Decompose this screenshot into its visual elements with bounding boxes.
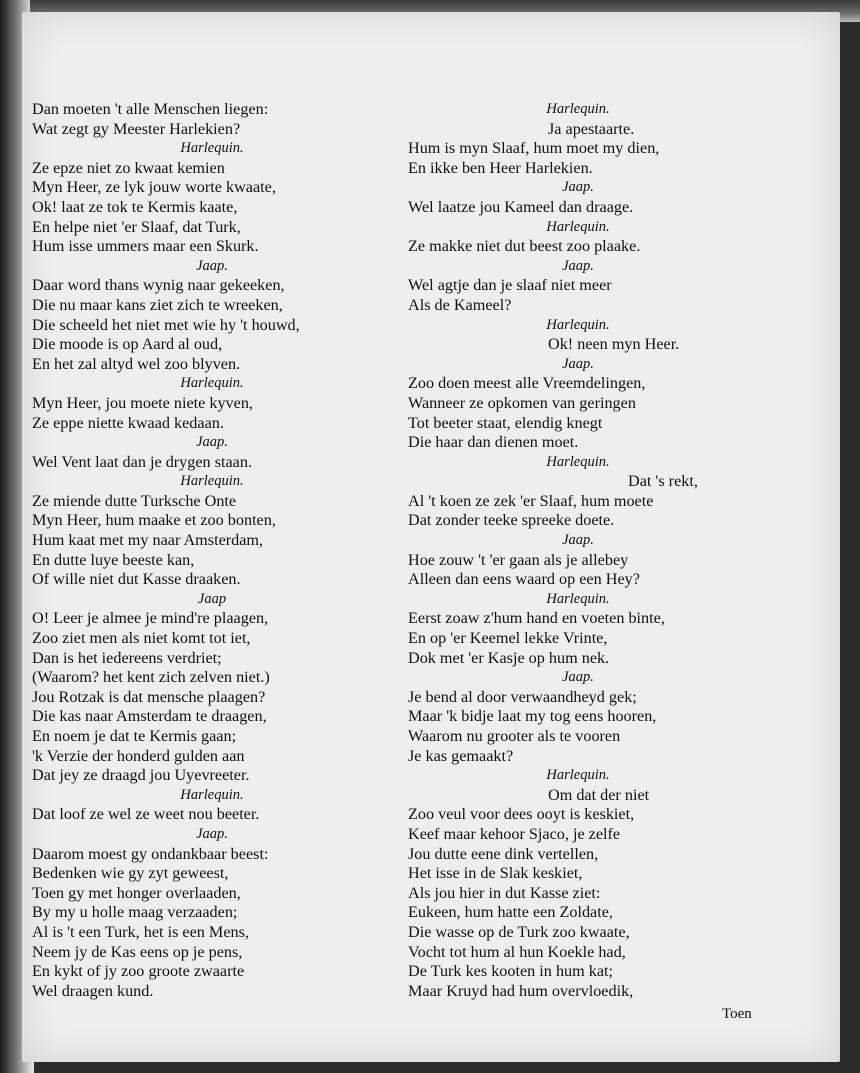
verse-line: Je kas gemaakt? xyxy=(408,746,514,765)
verse-line: Maar Kruyd had hum overvloedik, xyxy=(408,981,634,1000)
verse-line: Dok met 'er Kasje op hum nek. xyxy=(408,648,610,667)
verse-line: Dat zonder teeke spreeke doete. xyxy=(408,511,615,530)
verse-line: Hum isse ummers maar een Skurk. xyxy=(32,237,259,256)
verse-line: Myn Heer, ze lyk jouw worte kwaate, xyxy=(32,178,276,197)
left-column xyxy=(32,100,392,1001)
verse-line: Die nu maar kans ziet zich te wreeken, xyxy=(32,295,283,314)
verse-line: Het isse in de Slak keskiet, xyxy=(408,864,583,883)
catchword: Toen xyxy=(722,1006,752,1022)
verse-line: Ze miende dutte Turksche Onte xyxy=(32,491,237,510)
speaker-name: Harlequin. xyxy=(180,140,244,157)
verse-line: O! Leer je almee je mind're plaagen, xyxy=(32,609,269,628)
speaker-name: Jaap. xyxy=(196,434,228,451)
speaker-name: Harlequin. xyxy=(546,453,610,470)
verse-line: Myn Heer, jou moete niete kyven, xyxy=(32,393,253,412)
verse-line: Wel Vent laat dan je drygen staan. xyxy=(32,452,252,471)
verse-line: Dat 's rekt, xyxy=(628,472,698,491)
speaker-name: Harlequin. xyxy=(180,473,244,490)
book-page xyxy=(22,12,840,1062)
verse-line: Wel laatze jou Kameel dan draage. xyxy=(408,197,634,216)
verse-line: Die haar dan dienen moet. xyxy=(408,433,579,452)
verse-line: Dat loof ze wel ze weet nou beeter. xyxy=(32,805,260,824)
verse-line: Dan is het iedereens verdriet; xyxy=(32,648,222,667)
verse-line: Wanneer ze opkomen van geringen xyxy=(408,393,636,412)
verse-line: Die wasse op de Turk zoo kwaate, xyxy=(408,922,630,941)
speaker-name: Jaap. xyxy=(562,669,594,686)
verse-line: Ok! neen myn Heer. xyxy=(548,335,680,354)
verse-line: Hum kaat met my naar Amsterdam, xyxy=(32,531,264,550)
verse-line: Jou Rotzak is dat mensche plaagen? xyxy=(32,687,266,706)
verse-line: Die kas naar Amsterdam te draagen, xyxy=(32,707,267,726)
verse-line: En noem je dat te Kermis gaan; xyxy=(32,727,237,745)
speaker-name: Harlequin. xyxy=(546,101,610,117)
verse-line: Of wille niet dut Kasse draaken. xyxy=(32,570,241,589)
verse-line: Alleen dan eens waard op een Hey? xyxy=(408,570,640,589)
verse-line: Die scheeld het niet met wie hy 't houwd, xyxy=(32,315,300,334)
verse-line: Je bend al door verwaandheyd gek; xyxy=(408,687,637,706)
verse-line: Waarom nu grooter als te vooren xyxy=(408,727,621,745)
verse-line: Die moode is op Aard al oud, xyxy=(32,335,223,354)
verse-line: En dutte luye beeste kan, xyxy=(32,550,195,569)
speaker-name: Jaap. xyxy=(196,257,228,274)
verse-line: Eerst zoaw z'hum hand en voeten binte, xyxy=(408,609,665,628)
verse-line: Ze makke niet dut beest zoo plaake. xyxy=(408,237,641,256)
speaker-name: Harlequin. xyxy=(546,767,610,784)
verse-line: Ze epze niet zo kwaat kemien xyxy=(32,158,225,177)
verse-line: Ja apestaarte. xyxy=(548,119,635,138)
verse-line: Om dat der niet xyxy=(548,785,650,804)
verse-line: Zoo doen meest alle Vreemdelingen, xyxy=(408,374,646,393)
verse-line: Wat zegt gy Meester Harlekien? xyxy=(32,119,241,138)
speaker-name: Jaap xyxy=(197,590,227,607)
speaker-name: Harlequin. xyxy=(546,316,610,333)
verse-line: En ikke ben Heer Harlekien. xyxy=(408,158,593,177)
verse-line: En op 'er Keemel lekke Vrinte, xyxy=(408,629,608,648)
speaker-name: Jaap. xyxy=(562,355,594,372)
verse-line: Wel draagen kund. xyxy=(32,981,154,1000)
verse-line: Dan moeten 't alle Menschen liegen: xyxy=(32,100,269,118)
verse-line: Myn Heer, hum maake et zoo bonten, xyxy=(32,511,276,530)
verse-line: Zoo veul voor dees ooyt is keskiet, xyxy=(408,805,635,824)
verse-line: Keef maar kehoor Sjaco, je zelfe xyxy=(408,824,621,843)
verse-line: Bedenken wie gy zyt geweest, xyxy=(32,864,229,883)
verse-line: Vocht tot hum al hun Koekle had, xyxy=(408,942,626,961)
verse-line: Al 't koen ze zek 'er Slaaf, hum moete xyxy=(408,491,654,510)
verse-line: Ok! laat ze tok te Kermis kaate, xyxy=(32,197,238,216)
speaker-name: Jaap. xyxy=(562,532,594,549)
verse-line: Wel agtje dan je slaaf niet meer xyxy=(408,276,612,295)
verse-line: Eukeen, hum hatte een Zoldate, xyxy=(408,903,613,922)
speaker-name: Jaap. xyxy=(196,825,228,842)
verse-line: Als de Kameel? xyxy=(408,295,512,314)
verse-line: 'k Verzie der honderd gulden aan xyxy=(32,746,245,765)
verse-line: En kykt of jy zoo groote zwaarte xyxy=(32,962,245,981)
speaker-name: Harlequin. xyxy=(180,375,244,392)
verse-line: Daarom moest gy ondankbaar beest: xyxy=(32,844,269,863)
verse-line: Dat jey ze draagd jou Uyevreeter. xyxy=(32,766,250,785)
speaker-name: Harlequin. xyxy=(546,590,610,607)
speaker-name: Jaap. xyxy=(562,179,594,196)
verse-line: Ze eppe niette kwaad kedaan. xyxy=(32,413,224,432)
speaker-name: Harlequin. xyxy=(546,218,610,235)
verse-line: En helpe niet 'er Slaaf, dat Turk, xyxy=(32,217,241,236)
verse-line: Tot beeter staat, elendig knegt xyxy=(408,413,603,432)
verse-line: Jou dutte eene dink vertellen, xyxy=(408,844,599,863)
speaker-name: Harlequin. xyxy=(180,786,244,803)
verse-line: Hum is myn Slaaf, hum moet my dien, xyxy=(408,139,660,158)
verse-line: Neem jy de Kas eens op je pens, xyxy=(32,942,243,961)
verse-line: Toen gy met honger overlaaden, xyxy=(32,883,241,902)
verse-line: De Turk kes kooten in hum kat; xyxy=(408,962,614,981)
verse-line: Hoe zouw 't 'er gaan als je allebey xyxy=(408,550,629,569)
right-column xyxy=(408,100,748,1001)
verse-line: En het zal altyd wel zoo blyven. xyxy=(32,354,241,373)
verse-line: Daar word thans wynig naar gekeeken, xyxy=(32,276,285,295)
verse-line: Maar 'k bidje laat my tog eens hooren, xyxy=(408,707,657,726)
verse-line: (Waarom? het kent zich zelven niet.) xyxy=(32,668,270,687)
verse-line: Al is 't een Turk, het is een Mens, xyxy=(32,922,249,941)
speaker-name: Jaap. xyxy=(562,257,594,274)
verse-line: Zoo ziet men als niet komt tot iet, xyxy=(32,629,251,648)
verse-line: By my u holle maag verzaaden; xyxy=(32,903,238,922)
verse-line: Als jou hier in dut Kasse ziet: xyxy=(408,883,601,902)
